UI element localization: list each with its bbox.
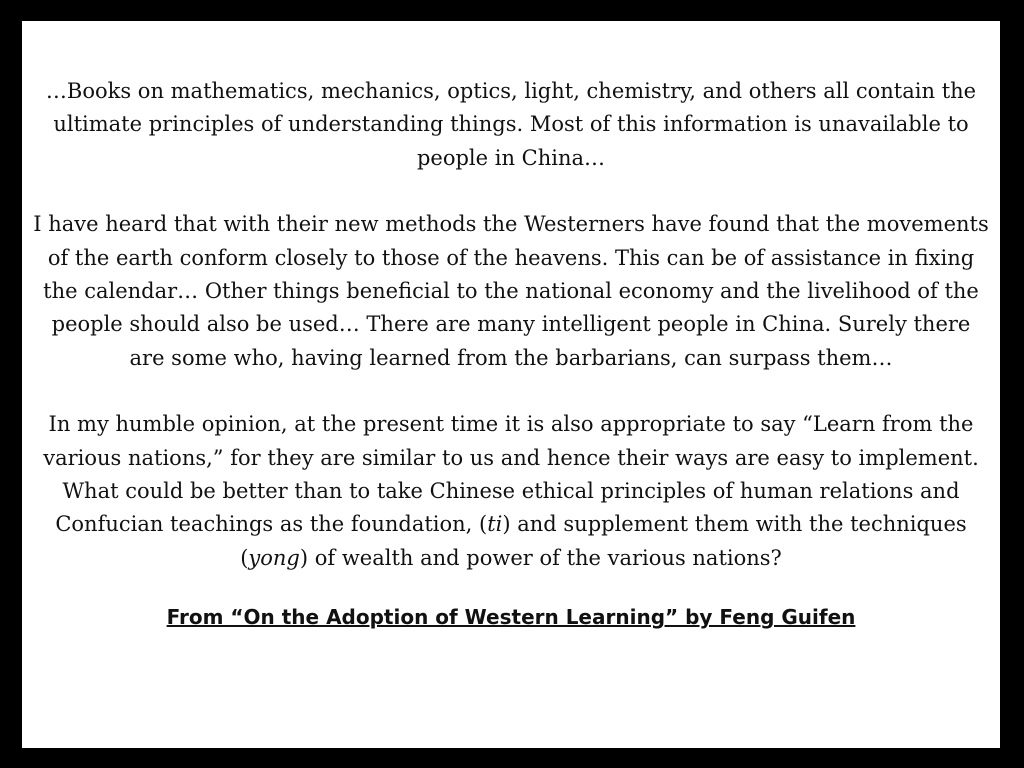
paragraph-2: I have heard that with their new methods the Westerners have found that the movements of the earth conform closely to those of the heavens. This can be of assistance in fixing the calendar… Other things beneficial to the national economy and the livelihood of the people should also be used… There are many intelligent people in China. Surely there are some who, having learned from the barbarians, can surpass them… (33, 212, 989, 370)
paragraph-1: …Books on mathematics, mechanics, optics, light, chemistry, and others all contain the ultimate principles of understanding things. Most of this information is unavailable to people in China… (45, 79, 977, 170)
term-yong: yong (248, 545, 300, 570)
paragraph-3-text-a: In my humble opinion, at the present time it is also appropriate to say “Learn from the various nations,” for they are similar to us and hence their ways are easy to implement. What could be better than to take Chinese ethical principles of human relations and Confucian teachings as the foundation, ( (43, 412, 979, 537)
paragraph-3-text-c: ) of wealth and power of the various nations? (299, 545, 782, 570)
source-citation: From “On the Adoption of Western Learning” by Feng Guifen (166, 605, 856, 630)
quote-block (32, 75, 990, 632)
paragraph-3-text-b: ) and supplement them with the techniques ( (240, 512, 967, 570)
term-ti: ti (487, 512, 503, 537)
slide-frame (22, 21, 1000, 748)
paragraph-3 (32, 408, 990, 575)
